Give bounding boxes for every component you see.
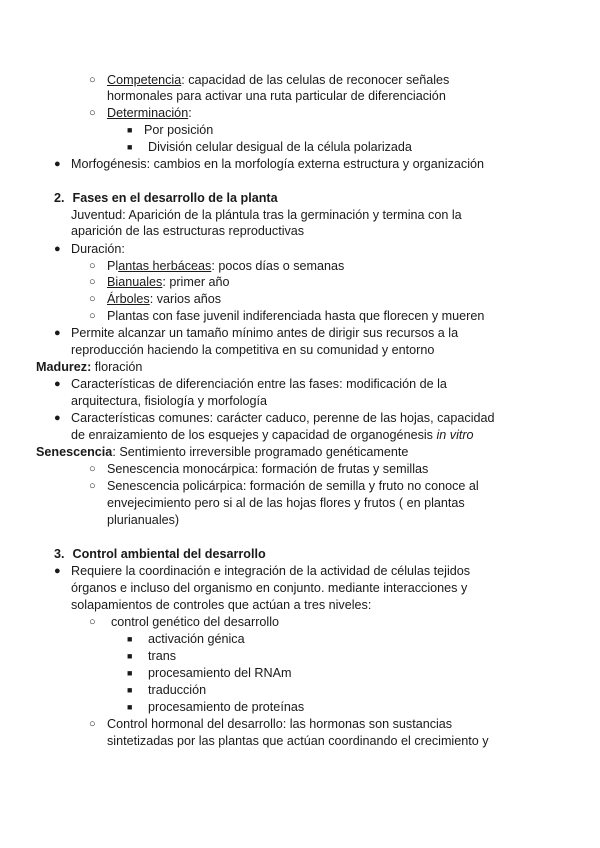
determinacion-colon: : — [188, 106, 192, 120]
text-line: envejecimiento pero si al de las hojas flores y frutos ( en plantas — [107, 496, 465, 510]
competencia-term: Competencia — [107, 73, 182, 87]
list-item: Permite alcanzar un tamaño mínimo antes de dirigir sus recursos a la — [71, 326, 459, 340]
list-item — [107, 258, 344, 274]
text-line: solapamientos de controles que actúan a tres niveles: — [71, 598, 372, 612]
circle-bullet: ○ — [89, 74, 96, 86]
disc-bullet: ● — [54, 565, 61, 577]
list-item: activación génica — [148, 632, 245, 646]
list-item: Morfogénesis: cambios en la morfología externa estructura y organización — [71, 157, 485, 171]
section-number: 3. — [54, 547, 65, 561]
text-fragment: Pl — [107, 259, 119, 273]
square-bullet: ■ — [127, 651, 133, 661]
disc-bullet: ● — [54, 158, 61, 170]
list-item: División celular desigual de la célula polarizada — [148, 140, 412, 154]
competencia-item — [107, 72, 449, 88]
madurez-line — [36, 359, 142, 375]
section-title: Control ambiental del desarrollo — [72, 547, 266, 561]
square-bullet: ■ — [127, 125, 133, 135]
disc-bullet: ● — [54, 327, 61, 339]
text-line: sintetizadas por las plantas que actúan coordinando el crecimiento y — [107, 734, 489, 748]
circle-bullet: ○ — [89, 718, 96, 730]
text-line: plurianuales) — [107, 513, 180, 527]
text-fragment: de enraizamiento de los esquejes y capacidad de organogénesis — [71, 428, 437, 442]
list-item: Control hormonal del desarrollo: las hormonas son sustancias — [107, 717, 453, 731]
disc-bullet: ● — [54, 378, 61, 390]
underlined-term: Árboles — [107, 292, 150, 306]
text-line: Juventud: Aparición de la plántula tras la germinación y termina con la — [71, 208, 462, 222]
text-line: hormonales para activar una ruta particular de diferenciación — [107, 89, 446, 103]
text-line: arquitectura, fisiología y morfología — [71, 394, 268, 408]
text-line — [71, 427, 474, 443]
text-line: aparición de las estructuras reproductivas — [71, 224, 305, 238]
determinacion-item — [107, 105, 192, 121]
list-item — [107, 291, 221, 307]
competencia-desc: : capacidad de las celulas de reconocer señales — [181, 73, 450, 87]
square-bullet: ■ — [127, 668, 133, 678]
determinacion-term: Determinación — [107, 106, 189, 120]
list-item: traducción — [148, 683, 207, 697]
text-line: reproducción haciendo la competitiva en su comunidad y entorno — [71, 343, 435, 357]
section-title: Fases en el desarrollo de la planta — [72, 191, 278, 205]
text-fragment: : pocos días o semanas — [211, 259, 345, 273]
text-fragment: : Sentimiento irreversible programado genéticamente — [112, 445, 409, 459]
circle-bullet: ○ — [89, 480, 96, 492]
text-fragment: : primer año — [162, 275, 230, 289]
list-item: procesamiento de proteínas — [148, 700, 305, 714]
square-bullet: ■ — [127, 142, 133, 152]
section-number: 2. — [54, 191, 65, 205]
list-item: Senescencia policárpica: formación de semilla y fruto no conoce al — [107, 479, 479, 493]
underlined-term: antas herbáceas — [118, 259, 212, 273]
senescencia-term: Senescencia — [36, 445, 113, 459]
senescencia-line — [36, 444, 408, 460]
section-heading-3 — [54, 546, 266, 562]
list-item: control genético del desarrollo — [111, 615, 280, 629]
circle-bullet: ○ — [89, 276, 96, 288]
circle-bullet: ○ — [89, 616, 96, 628]
text-line: órganos e incluso del organismo en conjunto. mediante interacciones y — [71, 581, 468, 595]
circle-bullet: ○ — [89, 260, 96, 272]
list-item: Duración: — [71, 242, 125, 256]
text-fragment: floración — [91, 360, 143, 374]
circle-bullet: ○ — [89, 463, 96, 475]
square-bullet: ■ — [127, 702, 133, 712]
list-item: Por posición — [144, 123, 214, 137]
list-item: procesamiento del RNAm — [148, 666, 292, 680]
list-item: trans — [148, 649, 176, 663]
italic-term: in vitro — [436, 428, 474, 442]
list-item — [107, 274, 230, 290]
section-heading-2 — [54, 190, 278, 206]
list-item: Plantas con fase juvenil indiferenciada hasta que florecen y mueren — [107, 309, 485, 323]
square-bullet: ■ — [127, 634, 133, 644]
circle-bullet: ○ — [89, 293, 96, 305]
disc-bullet: ● — [54, 412, 61, 424]
madurez-term: Madurez: — [36, 360, 92, 374]
list-item: Características comunes: carácter caduco, perenne de las hojas, capacidad — [71, 411, 495, 425]
list-item: Senescencia monocárpica: formación de frutas y semillas — [107, 462, 429, 476]
circle-bullet: ○ — [89, 310, 96, 322]
underlined-term: Bianuales — [107, 275, 163, 289]
circle-bullet: ○ — [89, 107, 96, 119]
square-bullet: ■ — [127, 685, 133, 695]
list-item: Requiere la coordinación e integración de la actividad de células tejidos — [71, 564, 471, 578]
text-fragment: : varios años — [149, 292, 222, 306]
disc-bullet: ● — [54, 243, 61, 255]
list-item: Características de diferenciación entre las fases: modificación de la — [71, 377, 447, 391]
